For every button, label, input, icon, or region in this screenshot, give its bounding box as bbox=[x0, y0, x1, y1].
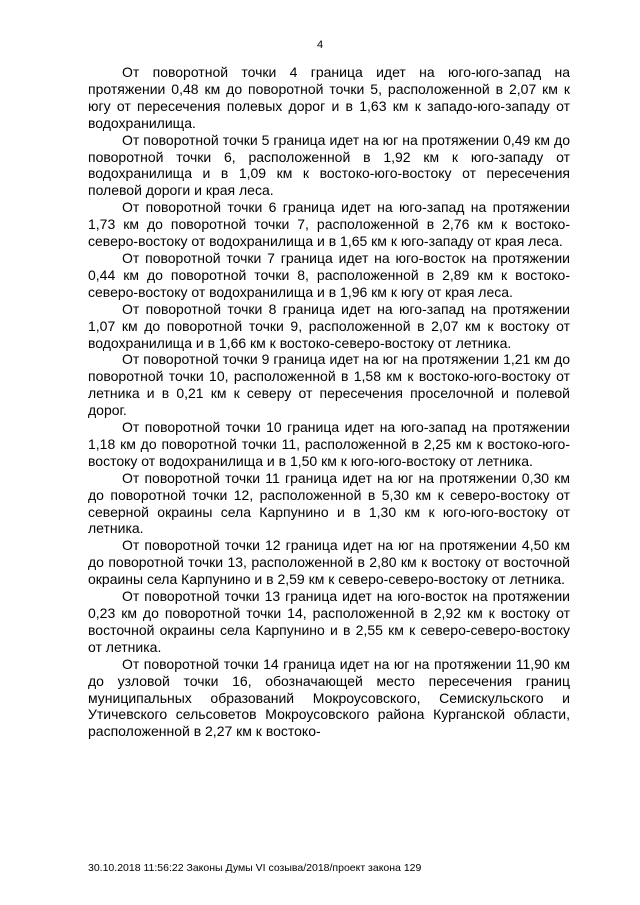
paragraph: От поворотной точки 9 граница идет на юг на протяжении 1,21 км до поворотной точки 10, расположенной в 1,58 км к востоко-юго-востоку от летника и в 0,21 км к северу от пересечения проселочной и полевой дорог. bbox=[88, 351, 570, 419]
paragraph: От поворотной точки 7 граница идет на юго-восток на протяжении 0,44 км до поворотной точки 8, расположенной в 2,89 км к востоко-северо-востоку от водохранилища и в 1,96 км к югу от края леса. bbox=[88, 249, 570, 300]
page-number: 4 bbox=[316, 39, 324, 51]
document-footer: 30.10.2018 11:56:22 Законы Думы VI созыва/2018/проект закона 129 bbox=[88, 862, 422, 874]
paragraph: От поворотной точки 13 граница идет на юго-восток на протяжении 0,23 км до поворотной точки 14, расположенной в 2,92 км к востоку от восточной окраины села Карпунино и в 2,55 км к северо-северо-востоку от летника. bbox=[88, 588, 570, 655]
document-body bbox=[88, 64, 570, 740]
paragraph: От поворотной точки 8 граница идет на юго-запад на протяжении 1,07 км до поворотной точки 9, расположенной в 2,07 км к востоку от водохранилища и в 1,66 км к востоко-северо-востоку от летника. bbox=[88, 300, 570, 351]
paragraph: От поворотной точки 5 граница идет на юг на протяжении 0,49 км до поворотной точки 6, расположенной в 1,92 км к юго-западу от водохранилища и в 1,09 км к востоко-юго-востоку от пересечения полевой дороги и края леса. bbox=[88, 131, 570, 199]
paragraph: От поворотной точки 12 граница идет на юг на протяжении 4,50 км до поворотной точки 13, расположенной в 2,80 км к востоку от восточной окраины села Карпунино и в 2,59 км к северо-северо-востоку от летника. bbox=[88, 537, 570, 588]
paragraph: От поворотной точки 6 граница идет на юго-запад на протяжении 1,73 км до поворотной точки 7, расположенной в 2,76 км к востоко-северо-востоку от водохранилища и в 1,65 км к юго-западу от края леса. bbox=[88, 199, 570, 250]
paragraph: От поворотной точки 14 граница идет на юг на протяжении 11,90 км до узловой точки 16, обозначающей место пересечения границ муниципальных образований Мокроусовского, Семискульского и Утичевского сельсоветов Мокроусовского района Курганской области, расположенной в 2,27 км к востоко- bbox=[88, 655, 570, 740]
paragraph: От поворотной точки 10 граница идет на юго-запад на протяжении 1,18 км до поворотной точки 11, расположенной в 2,25 км к востоко-юго-востоку от водохранилища и в 1,50 км к юго-юго-востоку от летника. bbox=[88, 419, 570, 469]
paragraph: От поворотной точки 11 граница идет на юг на протяжении 0,30 км до поворотной точки 12, расположенной в 5,30 км к северо-востоку от северной окраины села Карпунино и в 1,30 км к юго-юго-востоку от летника. bbox=[88, 469, 570, 537]
paragraph: От поворотной точки 4 граница идет на юго-юго-запад на протяжении 0,48 км до поворотной точки 5, расположенной в 2,07 км к югу от пересечения полевых дорог и в 1,63 км к западо-юго-западу от водохранилища. bbox=[88, 64, 570, 131]
